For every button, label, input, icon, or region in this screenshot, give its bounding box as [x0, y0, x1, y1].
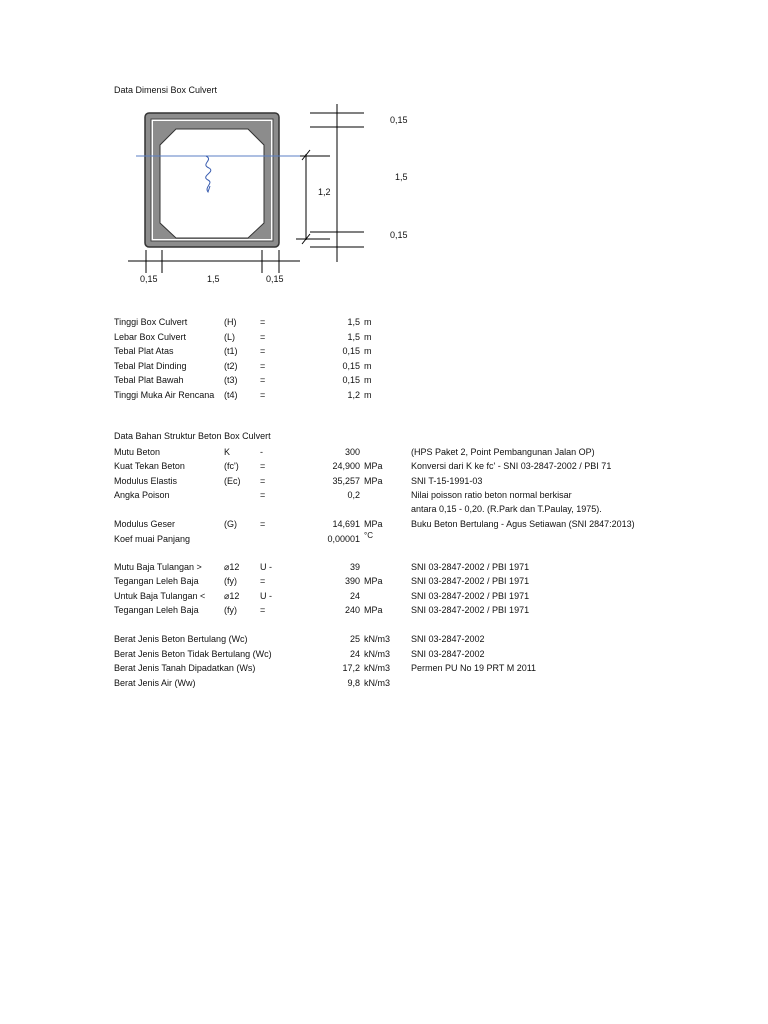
table-row: Tebal Plat Bawah (t3) = 0,15 m	[114, 375, 372, 385]
dim-left-wall: 0,15	[140, 274, 158, 284]
table-row: Tegangan Leleh Baja (fy) = 390 MPa SNI 03-2847-2002 / PBI 1971	[114, 576, 530, 586]
table-row: Mutu Beton K - 300 (HPS Paket 2, Point Pembangunan Jalan OP)	[114, 447, 595, 457]
box-culvert-diagram	[0, 0, 768, 300]
table-row: Lebar Box Culvert (L) = 1,5 m	[114, 332, 372, 342]
table-row: Kuat Tekan Beton (fc') = 24,900 MPa Konversi dari K ke fc' - SNI 03-2847-2002 / PBI 71	[114, 461, 612, 471]
dim-bottom-thickness: 0,15	[390, 230, 408, 240]
table-row: Berat Jenis Beton Bertulang (Wc) 25 kN/m3 SNI 03-2847-2002	[114, 634, 485, 644]
culvert-opening	[160, 129, 264, 238]
table-row: Mutu Baja Tulangan > ⌀12 U - 39 SNI 03-2847-2002 / PBI 1971	[114, 562, 530, 572]
table-row: Modulus Geser (G) = 14,691 MPa Buku Beton Bertulang - Agus Setiawan (SNI 2847:2013)	[114, 519, 635, 529]
dim-inner-height: 1,5	[395, 172, 408, 182]
table-row: Tebal Plat Atas (t1) = 0,15 m	[114, 346, 372, 356]
table-row: Berat Jenis Tanah Dipadatkan (Ws) 17,2 kN/m3 Permen PU No 19 PRT M 2011	[114, 663, 537, 673]
diagram-title: Data Dimensi Box Culvert	[114, 85, 218, 95]
table-row: Tinggi Box Culvert (H) = 1,5 m	[114, 317, 372, 327]
table-row: antara 0,15 - 0,20. (R.Park dan T.Paulay, 1975).	[411, 504, 602, 514]
table-row: Modulus Elastis (Ec) = 35,257 MPa SNI T-15-1991-03	[114, 476, 483, 486]
dim-inner-width: 1,5	[207, 274, 220, 284]
table-row: Tegangan Leleh Baja (fy) = 240 MPa SNI 03-2847-2002 / PBI 1971	[114, 605, 530, 615]
dim-top-thickness: 0,15	[390, 115, 408, 125]
table-row: Angka Poison = 0,2 Nilai poisson ratio beton normal berkisar	[114, 490, 572, 500]
dim-water-height: 1,2	[318, 187, 331, 197]
table-row: Tebal Plat Dinding (t2) = 0,15 m	[114, 361, 372, 371]
table-row: Berat Jenis Beton Tidak Bertulang (Wc) 24 kN/m3 SNI 03-2847-2002	[114, 649, 485, 659]
table-row: Untuk Baja Tulangan < ⌀12 U - 24 SNI 03-2847-2002 / PBI 1971	[114, 591, 530, 601]
dim-right-wall: 0,15	[266, 274, 284, 284]
materials-title: Data Bahan Struktur Beton Box Culvert	[114, 431, 271, 441]
table-row: Koef muai Panjang 0,00001 °C	[114, 531, 373, 544]
table-row: Berat Jenis Air (Ww) 9,8 kN/m3	[114, 678, 391, 688]
table-row: Tinggi Muka Air Rencana (t4) = 1,2 m	[114, 390, 372, 400]
